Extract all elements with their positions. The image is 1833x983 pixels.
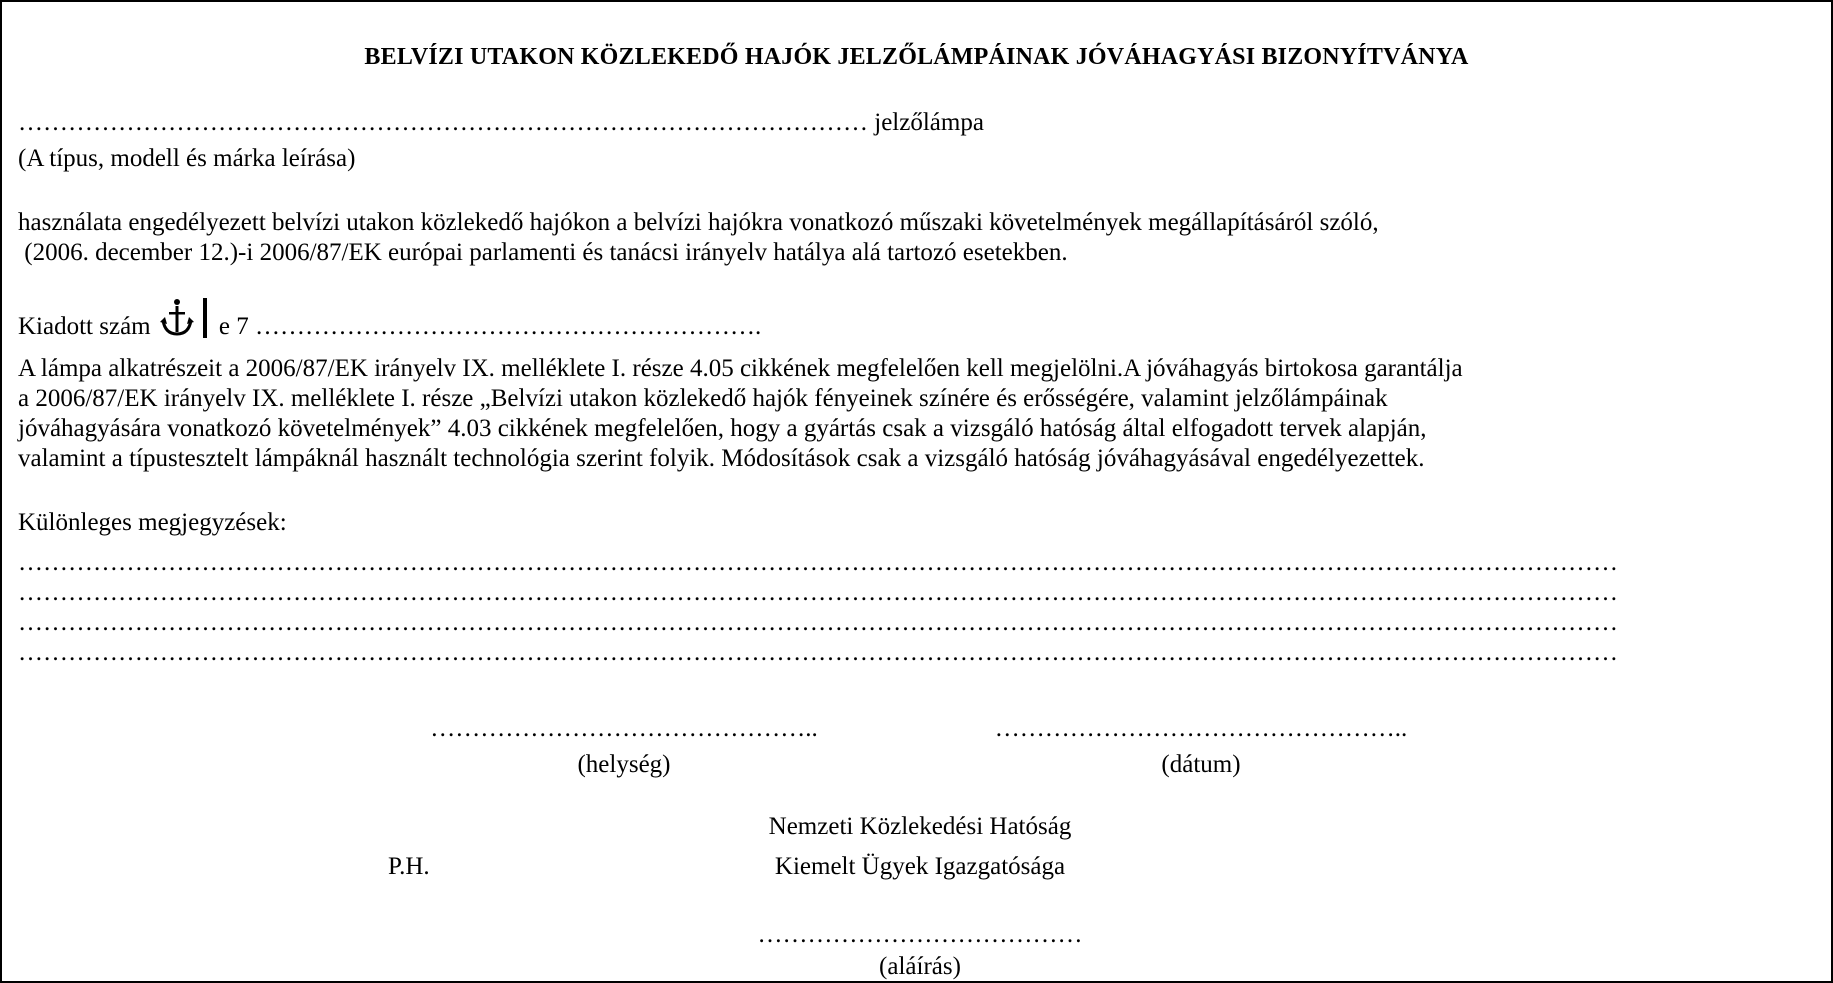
body-line-2: a 2006/87/EK irányelv IX. melléklete I. része „Belvízi utakon közlekedő hajók fényeinek színére és erősségére, valamint jelzőlámpáinak: [18, 385, 1388, 412]
usage-line-2: (2006. december 12.)-i 2006/87/EK európai parlamenti és tanácsi irányelv hatálya alá tartozó esetekben.: [18, 239, 1068, 266]
issued-code: e 7: [218, 313, 249, 340]
remark-line-1: …………………………………………………………………………………………………………………………………………………………………………: [18, 549, 1618, 576]
issued-label: Kiadott szám: [18, 313, 151, 340]
remark-line-2: …………………………………………………………………………………………………………………………………………………………………………: [18, 579, 1618, 606]
inland-waterway-anchor-icon: [159, 298, 217, 338]
signature-label: (aláírás): [879, 953, 961, 980]
date-field: [958, 714, 1444, 780]
authority-block: [672, 812, 1168, 882]
lamp-type-dots: …………………………………………………………………………………………: [18, 109, 868, 136]
usage-paragraph: [18, 208, 1815, 268]
document-title: BELVÍZI UTAKON KÖZLEKEDŐ HAJÓK JELZŐLÁMPÁINAK JÓVÁHAGYÁSI BIZONYÍTVÁNYA: [364, 44, 1469, 70]
place-field: [396, 714, 852, 780]
issued-dots: …………………………………………………….: [254, 313, 762, 340]
issued-number-line: [18, 298, 761, 342]
usage-line-1: használata engedélyezett belvízi utakon közlekedő hajókon a belvízi hajókra vonatkozó műszaki követelmények megállapításáról szóló,: [18, 209, 1379, 236]
authority-name: Nemzeti Közlekedési Hatóság: [768, 813, 1072, 840]
authority-department: Kiemelt Ügyek Igazgatósága: [774, 853, 1066, 880]
signature-field: [692, 920, 1148, 982]
body-line-3: jóváhagyására vonatkozó követelmények” 4.03 cikkének megfelelően, hogy a gyártás csak a vizsgáló hatóság által elfogadott tervek alapján,: [18, 415, 1427, 442]
body-line-4: valamint a típustesztelt lámpáknál használt technológia szerint folyik. Módosítások csak a vizsgáló hatóság jóváhagyásával engedélyezettek.: [18, 445, 1425, 472]
place-dots: ………………………………………..: [430, 715, 818, 742]
remark-line-3: …………………………………………………………………………………………………………………………………………………………………………: [18, 609, 1618, 636]
place-label: (helység): [577, 751, 671, 778]
remarks-lines: [18, 548, 1815, 668]
date-label: (dátum): [1161, 751, 1241, 778]
lamp-type-line: [18, 108, 984, 138]
lamp-type-caption: (A típus, modell és márka leírása): [18, 145, 356, 172]
signature-dots: …………………………………: [757, 921, 1083, 948]
date-dots: …………………………………………..: [994, 715, 1408, 742]
stamp-placeholder: P.H.: [388, 853, 430, 880]
lamp-type-suffix: jelzőlámpa: [874, 109, 984, 136]
body-paragraph: [18, 354, 1815, 474]
remark-line-4: …………………………………………………………………………………………………………………………………………………………………………: [18, 639, 1618, 666]
remarks-label: Különleges megjegyzések:: [18, 509, 287, 536]
body-line-1: A lámpa alkatrészeit a 2006/87/EK irányelv IX. melléklete I. része 4.05 cikkének megfelelően kell megjelölni.A jóváhagyás birtokosa garantálja: [18, 355, 1463, 382]
